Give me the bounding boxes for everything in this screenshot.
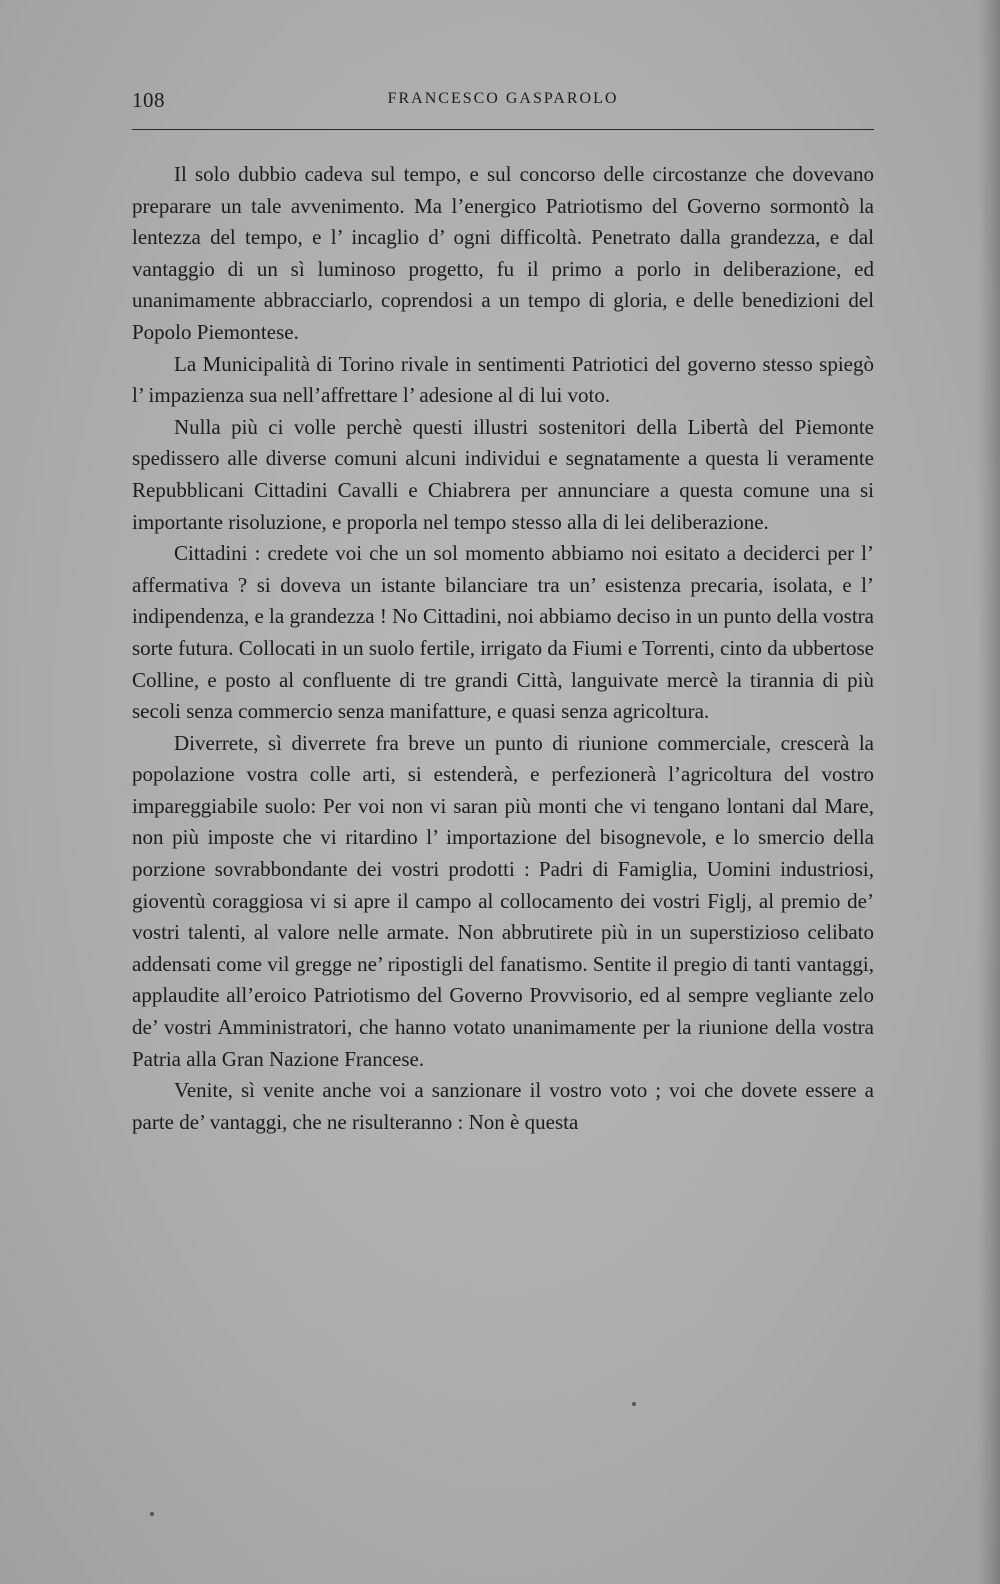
paper-speck — [150, 1512, 154, 1516]
running-head: FRANCESCO GASPAROLO — [387, 90, 619, 107]
paragraph-3: Nulla più ci volle perchè questi illustri sostenitori della Libertà del Piemonte spedissero alle diverse comuni alcuni individui e segnatamente a questa li veramente Repubblicani Cittadini Cavalli e Chiabrera per annunciare a questa comune una si importante risoluzione, e proporla nel tempo stesso alla di lei deliberazione. — [132, 414, 874, 534]
paragraph-4: Cittadini : credete voi che un sol momento abbiamo noi esitato a deciderci per l’ affermativa ? si doveva un istante bilanciare tra un’ esistenza precaria, isolata, e l’ indipendenza, e la grandezza ! No Cittadini, noi abbiamo deciso in un punto della vostra sorte futura. Collocati in un suolo fertile, irrigato da Fiumi e Torrenti, cinto da ubbertose Colline, e posto al confluente di tre grandi Città, languivate mercè la tirannia di più secoli senza commercio senza manifatture, e quasi senza agricoltura. — [132, 541, 874, 724]
header-rule — [132, 129, 874, 130]
paragraph-5: Diverrete, sì diverrete fra breve un punto di riunione commerciale, crescerà la popolazione vostra colle arti, si estenderà, e perfezionerà l’agricoltura del vostro impareggiabile suolo: Per voi non vi saran più monti che vi tengano lontani dal Mare, non più imposte che vi ritardino l’ importazione del bisognevole, e lo smercio della porzione sovrabbondante dei vostri prodotti : Padri di Famiglia, Uomini industriosi, gioventù coraggiosa vi si apre il campo al collocamento dei vostri Figlj, al premio de’ vostri talenti, al valore nelle armate. Non abbrutirete più in un superstizioso celibato addensati come vil gregge ne’ ripostigli del fanatismo. Sentite il pregio di tanti vantaggi, applaudite all’eroico Patriotismo del Governo Provvisorio, ed al sempre vegliante zelo de’ vostri Amministratori, che hanno votato unanimamente per la riunione della vostra Patria alla Gran Nazione Francese. — [132, 730, 875, 1071]
page-header — [132, 88, 874, 116]
paragraph-6: Venite, sì venite anche voi a sanzionare il vostro voto ; voi che dovete essere a parte de’ vantaggi, che ne risulteranno : Non è questa — [132, 1078, 874, 1134]
paragraph-1: Il solo dubbio cadeva sul tempo, e sul concorso delle circostanze che dovevano preparare un tale avvenimento. Ma l’energico Patriotismo del Governo sormontò la lentezza del tempo, e l’ incaglio d’ ogni difficoltà. Penetrato dalla grandezza, e dal vantaggio di un sì luminoso progetto, fu il primo a porlo in deliberazione, ed unanimamente abbracciarlo, coprendosi a un tempo di gloria, e delle benedizioni del Popolo Piemontese. — [132, 162, 874, 344]
page-gutter-shadow — [978, 0, 1000, 1584]
paper-speck — [632, 1402, 636, 1406]
body-text — [132, 159, 874, 1138]
page-number: 108 — [132, 88, 165, 112]
paragraph-2: La Municipalità di Torino rivale in sentimenti Patriotici del governo stesso spiegò l’ impazienza sua nell’affrettare l’ adesione al di lui voto. — [132, 351, 874, 408]
